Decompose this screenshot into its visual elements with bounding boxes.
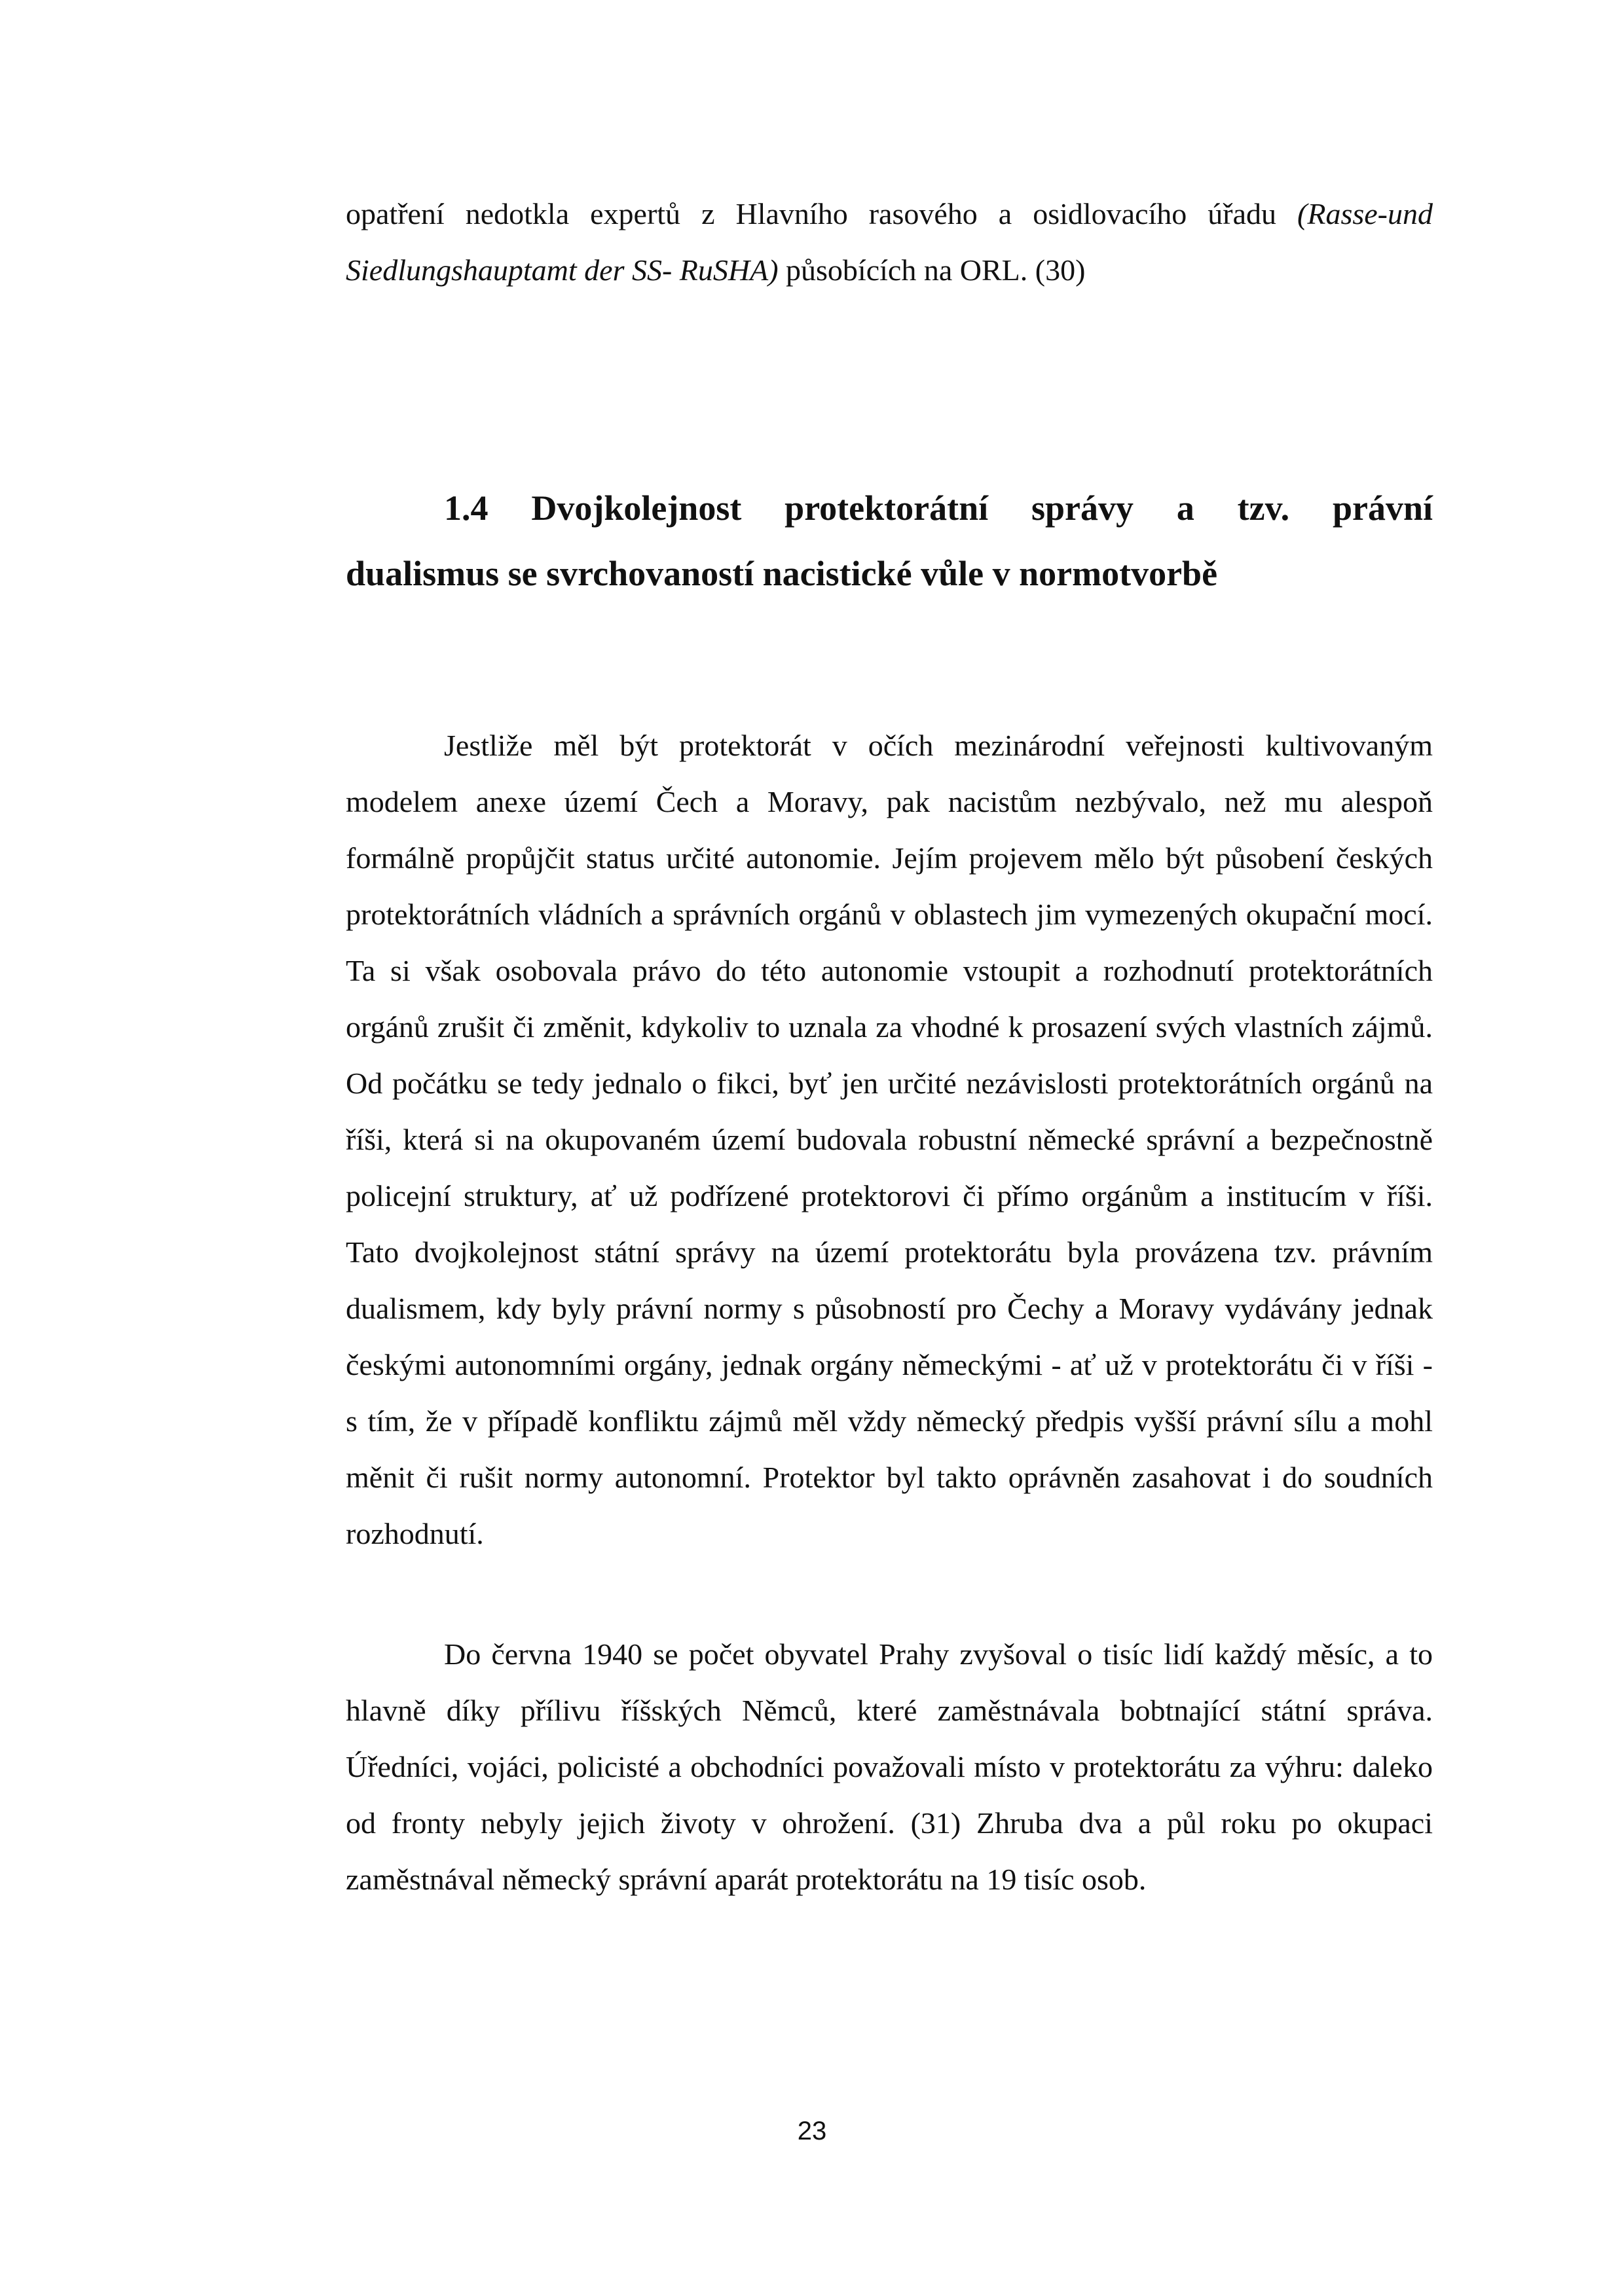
page-number: 23 — [797, 2117, 827, 2145]
section-heading-line-1: 1.4 Dvojkolejnost protektorátní správy a tzv. právní — [444, 488, 1433, 528]
body-paragraph-2: Do června 1940 se počet obyvatel Prahy zvyšoval o tisíc lidí každý měsíc, a to hlavně díky přílivu říšských Němců, které zaměstnávala bobtnající státní správa. Úředníci, vojáci, policisté a obchodníci považovali místo v protektorátu za výhru: daleko od fronty nebyly jejich životy v ohrožení. (31) Zhruba dva a půl roku po okupaci zaměstnával německý správní aparát protektorátu na 19 tisíc osob. — [346, 1637, 1433, 1896]
body-paragraph-1: Jestliže měl být protektorát v očích mezinárodní veřejnosti kultivovaným modelem anexe území Čech a Moravy, pak nacistům nezbývalo, než mu alespoň formálně propůjčit status určité autonomie. Jejím projevem mělo být působení českých protektorátních vládních a správních orgánů v oblastech jim vymezených okupační mocí. Ta si však osobovala právo do této autonomie vstoupit a rozhodnutí protektorátních orgánů zrušit či změnit, kdykoliv to uznala za vhodné k prosazení svých vlastních zájmů. Od počátku se tedy jednalo o fikci, byť jen určité nezávislosti protektorátních orgánů na říši, která si na okupovaném území budovala robustní německé správní a bezpečnostně policejní struktury, ať už podřízené protektorovi či přímo orgánům a institucím v říši. Tato dvojkolejnost státní správy na území protektorátu byla provázena tzv. právním dualismem, kdy byly právní normy s působností pro Čechy a Moravy vydávány jednak českými autonomními orgány, jednak orgány německými - ať už v protektorátu či v říši - s tím, že v případě konfliktu zájmů měl vždy německý předpis vyšší právní sílu a mohl měnit či rušit normy autonomní. Protektor byl takto oprávněn zasahovat i do soudních rozhodnutí. — [346, 729, 1433, 1550]
section-heading — [346, 475, 1433, 606]
section-heading-line-2: dualismus se svrchovaností nacistické vůle v normotvorbě — [346, 554, 1218, 593]
intro-paragraph — [346, 186, 1433, 299]
intro-italic-term: (Rasse-und Siedlungshauptamt der SS- RuSHA) — [346, 197, 1433, 287]
intro-text-after: působících na ORL. (30) — [778, 253, 1086, 287]
intro-text-before: opatření nedotkla expertů z Hlavního rasového a osidlovacího úřadu — [346, 197, 1298, 230]
